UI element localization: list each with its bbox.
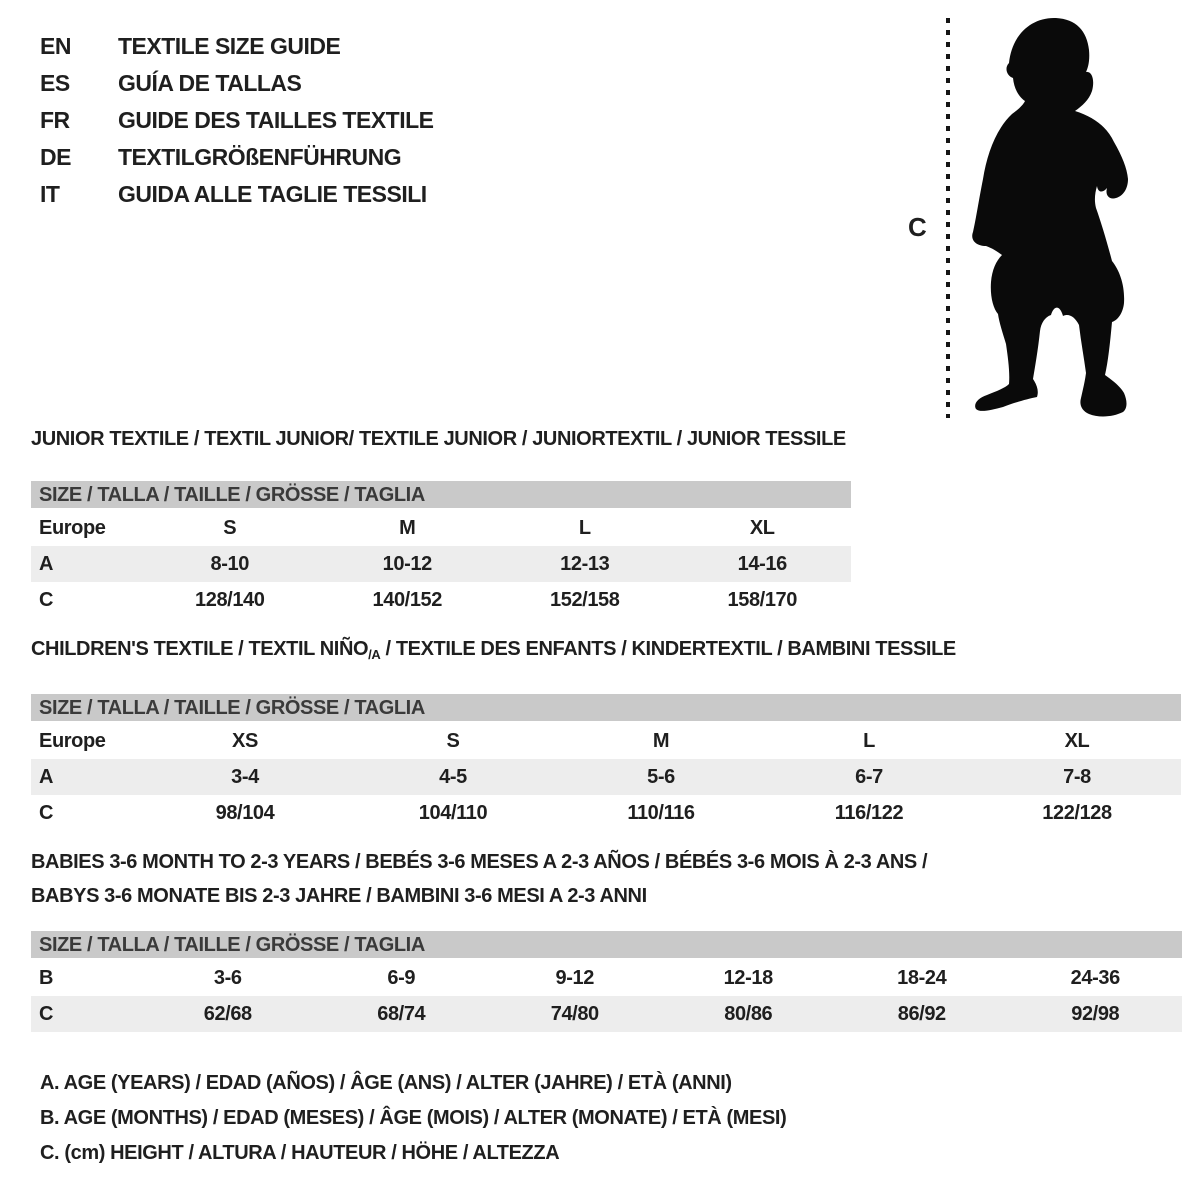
value-cell: 5-6 <box>647 765 675 788</box>
language-title: TEXTILE SIZE GUIDE <box>118 33 341 59</box>
value-cell: 6-7 <box>855 765 883 788</box>
row-label-cell: C <box>39 1002 54 1025</box>
height-figure <box>0 0 1200 430</box>
table-row <box>31 996 1182 1032</box>
size-header-bar: SIZE / TALLA / TAILLE / GRÖSSE / TAGLIA <box>31 481 851 510</box>
value-cell: 92/98 <box>1071 1002 1120 1025</box>
section-title-line <box>31 845 1182 879</box>
value-cell: 24-36 <box>1070 966 1120 989</box>
toddler-silhouette <box>966 14 1142 418</box>
value-cell: 86/92 <box>897 1002 946 1025</box>
language-title: GUIDA ALLE TAGLIE TESSILI <box>118 181 427 207</box>
value-cell: 110/116 <box>627 801 695 824</box>
size-header-bar: SIZE / TALLA / TAILLE / GRÖSSE / TAGLIA <box>31 694 1181 723</box>
value-cell: 80/86 <box>724 1002 773 1025</box>
section-junior-textile <box>31 428 851 618</box>
value-cell: 3-6 <box>213 966 242 989</box>
table-row <box>31 582 851 618</box>
value-cell: 9-12 <box>555 966 594 989</box>
language-code: DE <box>40 144 71 170</box>
measure-label-c: C <box>908 212 927 242</box>
value-cell: 10-12 <box>382 552 432 575</box>
size-header-bar: SIZE / TALLA / TAILLE / GRÖSSE / TAGLIA <box>31 931 1182 960</box>
title-text: JUNIOR TEXTILE / TEXTIL JUNIOR/ TEXTILE JUNIOR / JUNIORTEXTIL / JUNIOR TESSILE <box>31 428 846 450</box>
table-row <box>31 795 1181 831</box>
title-text: BABYS 3-6 MONATE BIS 2-3 JAHRE / BAMBINI 3-6 MESI A 2-3 ANNI <box>31 885 647 907</box>
value-cell: 98/104 <box>215 801 275 824</box>
title-text: BABIES 3-6 MONTH TO 2-3 YEARS / BEBÉS 3-6 MESES A 2-3 AÑOS / BÉBÉS 3-6 MOIS À 2-3 ANS / <box>31 851 928 873</box>
size-column-header: S <box>446 729 460 752</box>
legend-line: C. (cm) HEIGHT / ALTURA / HAUTEUR / HÖHE / ALTEZZA <box>40 1142 560 1164</box>
value-cell: 68/74 <box>377 1002 426 1025</box>
section-babies-textile <box>31 845 1182 1032</box>
title-text: / TEXTILE DES ENFANTS / KINDERTEXTIL / BAMBINI TESSILE <box>380 638 956 660</box>
title-text: CHILDREN'S TEXTILE / TEXTIL NIÑO <box>31 638 369 660</box>
size-column-header: XS <box>232 729 258 752</box>
measurement-legend <box>40 1066 786 1171</box>
row-label-cell: C <box>39 588 54 611</box>
section-title <box>31 428 851 450</box>
size-column-header: XL <box>1064 729 1090 752</box>
value-cell: 74/80 <box>550 1002 599 1025</box>
language-title: GUIDE DES TAILLES TEXTILE <box>118 107 434 133</box>
size-column-header: M <box>399 516 416 539</box>
value-cell: 6-9 <box>387 966 416 989</box>
table-row <box>31 546 851 582</box>
title-subscript: /A <box>368 647 381 662</box>
row-label-cell: B <box>39 966 54 989</box>
language-title: TEXTILGRÖßENFÜHRUNG <box>118 144 402 170</box>
language-code: EN <box>40 33 71 59</box>
value-cell: 152/158 <box>550 588 620 611</box>
value-cell: 122/128 <box>1042 801 1112 824</box>
legend-line: A. AGE (YEARS) / EDAD (AÑOS) / ÂGE (ANS) / ALTER (JAHRE) / ETÀ (ANNI) <box>40 1072 732 1094</box>
value-cell: 12-13 <box>560 552 610 575</box>
value-cell: 18-24 <box>897 966 947 989</box>
value-cell: 7-8 <box>1063 765 1091 788</box>
table-row <box>31 759 1181 795</box>
region-label-cell: Europe <box>39 516 106 539</box>
size-column-header: L <box>578 516 591 539</box>
row-label-cell: C <box>39 801 54 824</box>
section-title-line <box>31 428 851 450</box>
table-header-row <box>31 510 851 546</box>
size-table <box>31 723 1181 831</box>
value-cell: 12-18 <box>723 966 773 989</box>
table-header-row <box>31 723 1181 759</box>
language-code: ES <box>40 70 70 96</box>
value-cell: 8-10 <box>210 552 249 575</box>
table-row <box>31 960 1182 996</box>
height-measure-dashed-line <box>944 18 952 418</box>
language-code: FR <box>40 107 70 133</box>
value-cell: 140/152 <box>372 588 442 611</box>
section-title <box>31 845 1182 913</box>
size-column-header: S <box>223 516 237 539</box>
value-cell: 104/110 <box>418 801 488 824</box>
legend-line: B. AGE (MONTHS) / EDAD (MESES) / ÂGE (MOIS) / ALTER (MONATE) / ETÀ (MESI) <box>40 1107 787 1129</box>
language-code: IT <box>40 181 60 207</box>
section-title-line <box>31 879 1182 913</box>
value-cell: 3-4 <box>231 765 259 788</box>
value-cell: 128/140 <box>195 588 265 611</box>
value-cell: 116/122 <box>834 801 904 824</box>
size-table <box>31 960 1182 1032</box>
region-label-cell: Europe <box>39 729 106 752</box>
section-childrens-textile <box>31 638 1181 831</box>
value-cell: 158/170 <box>727 588 797 611</box>
section-title <box>31 638 1181 662</box>
size-column-header: L <box>863 729 875 752</box>
size-table <box>31 510 851 618</box>
language-title: GUÍA DE TALLAS <box>118 70 302 96</box>
value-cell: 14-16 <box>737 552 787 575</box>
section-title-line <box>31 638 1181 662</box>
size-column-header: XL <box>749 516 775 539</box>
row-label-cell: A <box>39 552 54 575</box>
size-column-header: M <box>652 729 670 752</box>
row-label-cell: A <box>39 765 54 788</box>
value-cell: 4-5 <box>439 765 467 788</box>
value-cell: 62/68 <box>203 1002 252 1025</box>
